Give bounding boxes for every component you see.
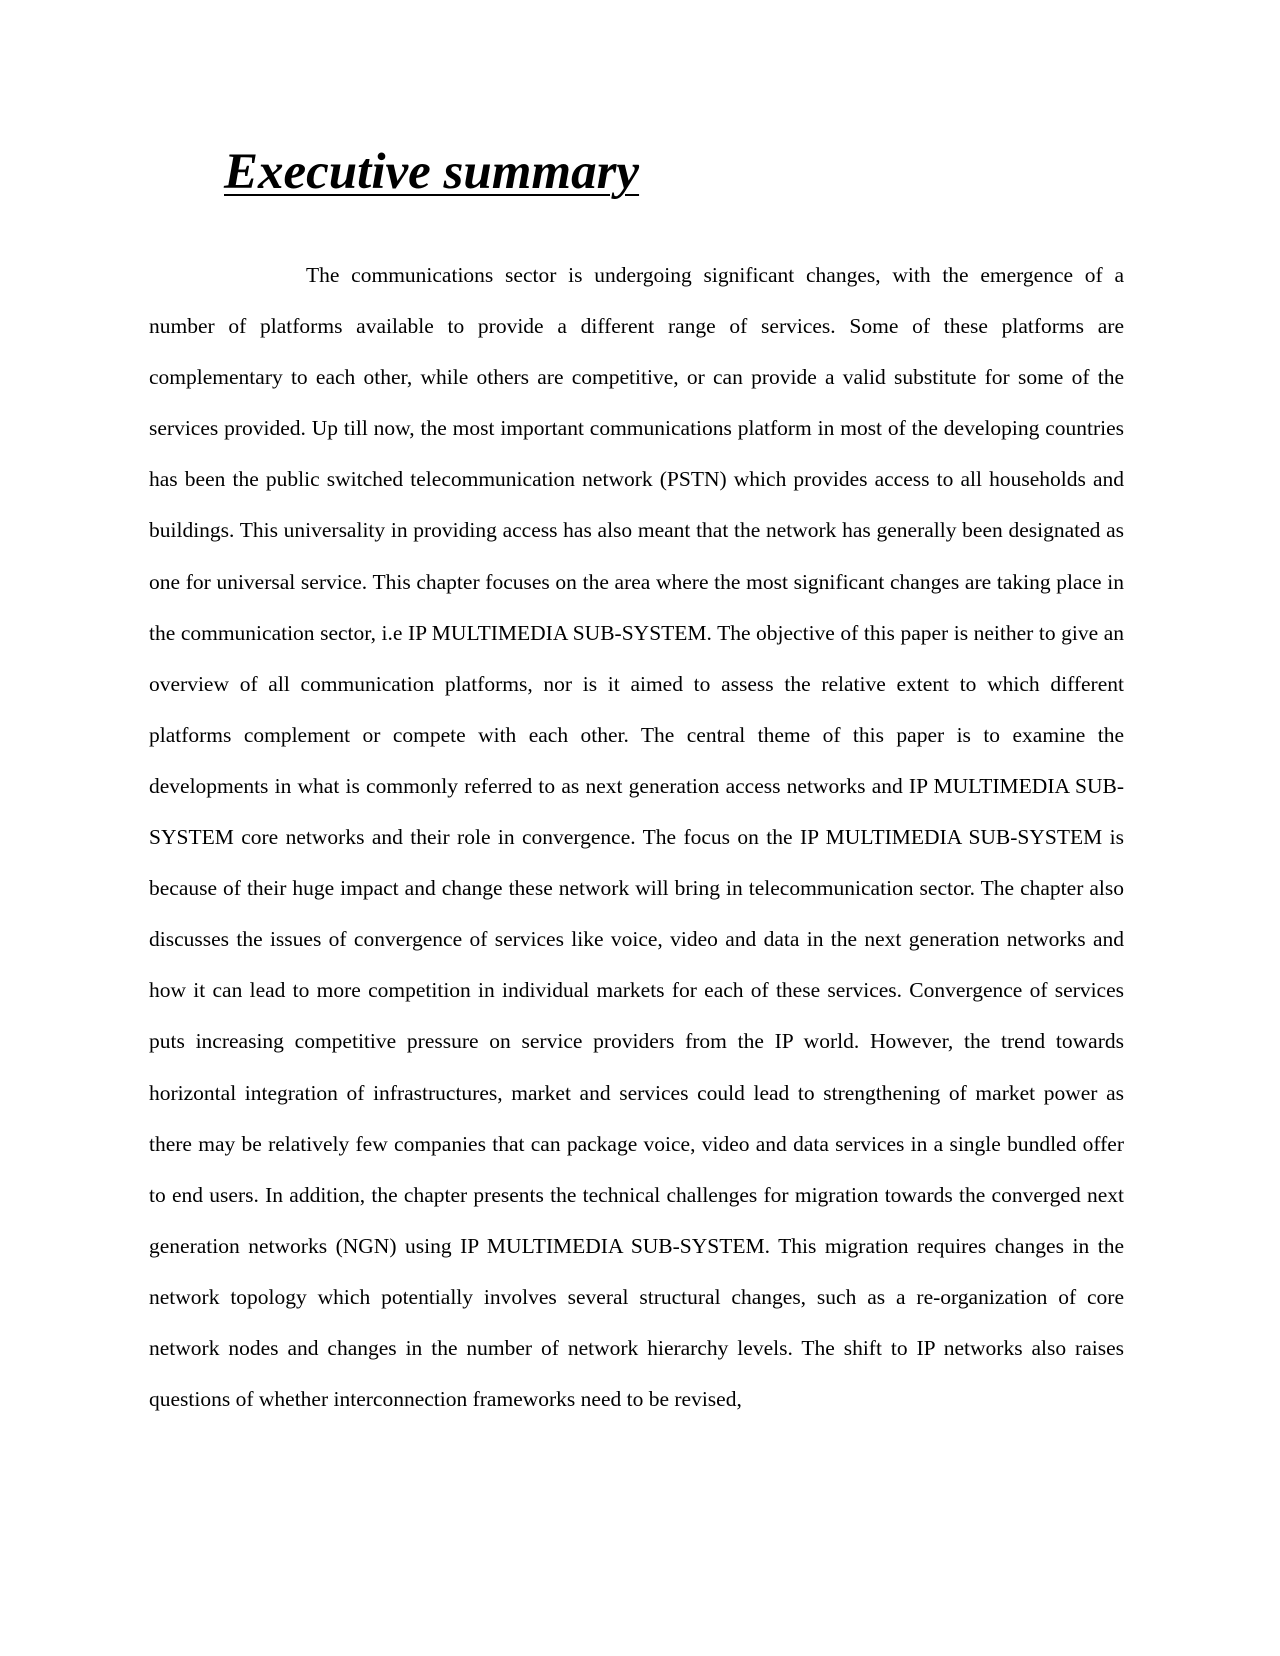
document-title: Executive summary [224, 144, 640, 200]
body-paragraph: The communications sector is undergoing significant changes, with the emergence of a number of platforms available to provide a different range of services. Some of these platforms are complementary to each other, while others are competitive, or can provide a valid substitute for some of the services provided. Up till now, the most important communications platform in most of the developing countries has been the public switched telecommunication network (PSTN) which provides access to all households and buildings. This universality in providing access has also meant that the network has generally been designated as one for universal service. This chapter focuses on the area where the most significant changes are taking place in the communication sector, i.e IP MULTIMEDIA SUB-SYSTEM. The objective of this paper is neither to give an overview of all communication platforms, nor is it aimed to assess the relative extent to which different platforms complement or compete with each other. The central theme of this paper is to examine the developments in what is commonly referred to as next generation access networks and IP MULTIMEDIA SUB-SYSTEM core networks and their role in convergence. The focus on the IP MULTIMEDIA SUB-SYSTEM is because of their huge impact and change these network will bring in telecommunication sector. The chapter also discusses the issues of convergence of services like voice, video and data in the next generation networks and how it can lead to more competition in individual markets for each of these services. Convergence of services puts increasing competitive pressure on service providers from the IP world. However, the trend towards horizontal integration of infrastructures, market and services could lead to strengthening of market power as there may be relatively few companies that can package voice, video and data services in a single bundled offer to end users. In addition, the chapter presents the technical challenges for migration towards the converged next generation networks (NGN) using IP MULTIMEDIA SUB-SYSTEM. This migration requires changes in the network topology which potentially involves several structural changes, such as a re-organization of core network nodes and changes in the number of network hierarchy levels. The shift to IP networks also raises questions of whether interconnection frameworks need to be revised, [149, 263, 1124, 1412]
